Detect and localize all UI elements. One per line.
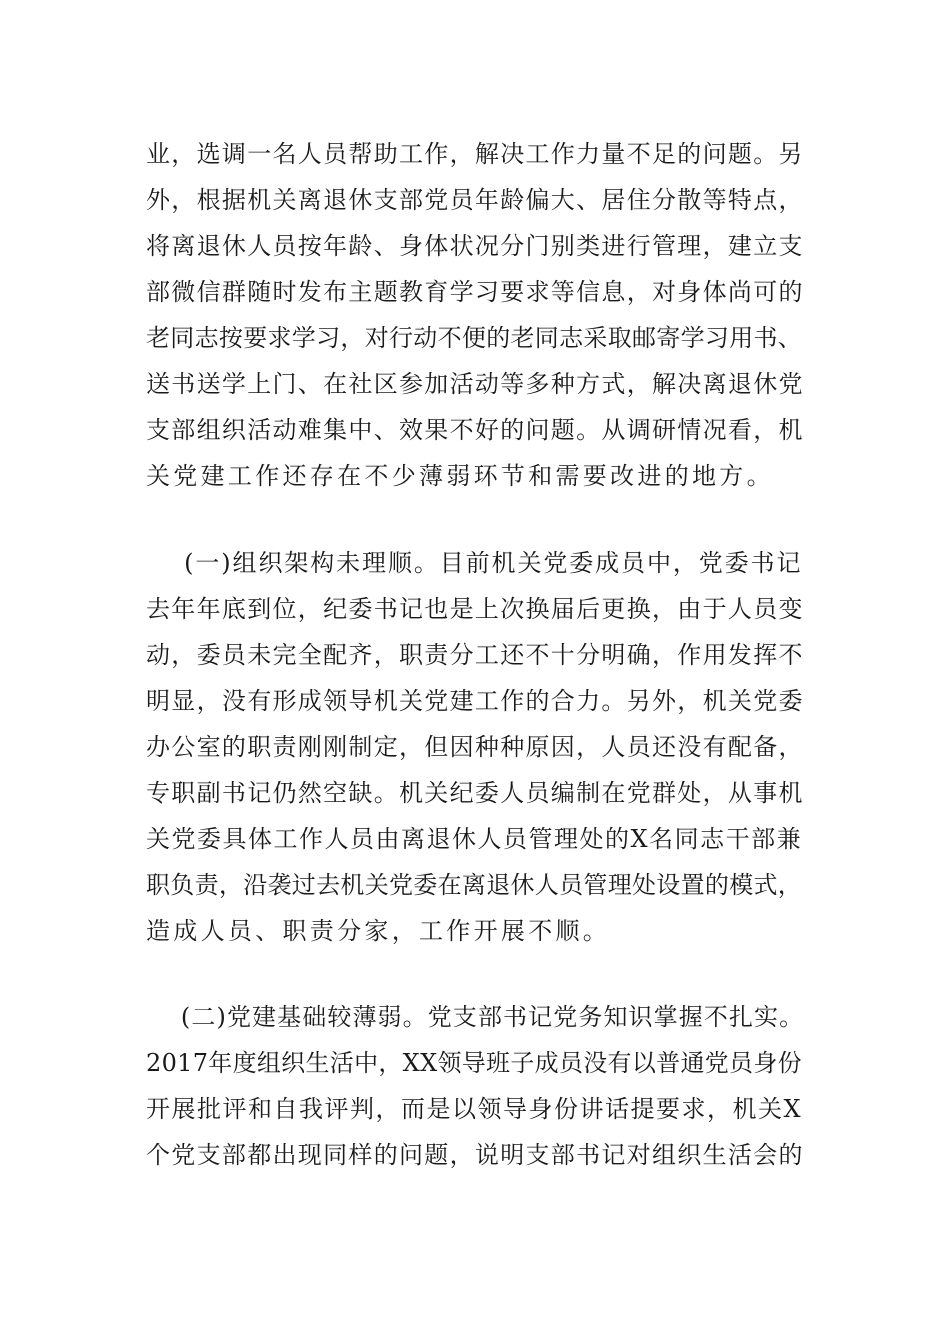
text-line: 个党支部都出现同样的问题，说明支部书记对组织生活会的 [146,1141,804,1169]
paragraph-3 [146,994,806,1178]
text-line: 专职副书记仍然空缺。机关纪委人员编制在党群处，从事机 [146,779,804,807]
text-line: 办公室的职责刚刚制定，但因种种原因，人员还没有配备， [146,733,804,761]
text-line: 老同志按要求学习，对行动不便的老同志采取邮寄学习用书、 [146,324,803,352]
text-line: 部微信群随时发布主题教育学习要求等信息，对身体尚可的 [146,278,804,306]
paragraph-1 [146,131,806,499]
text-line: 去年年底到位，纪委书记也是上次换届后更换，由于人员变 [146,595,804,623]
paragraph-2 [146,540,806,954]
text-line: 明显，没有形成领导机关党建工作的合力。另外，机关党委 [146,687,804,715]
text-line: 送书送学上门、在社区参加活动等多种方式，解决离退休党 [146,370,804,398]
text-line: 关党委具体工作人员由离退休人员管理处的X名同志干部兼 [146,825,803,853]
text-line: 关党建工作还存在不少薄弱环节和需要改进的地方。 [146,462,774,490]
text-line: 2017年度组织生活中，XX领导班子成员没有以普通党员身份 [146,1049,802,1077]
text-line: 业，选调一名人员帮助工作，解决工作力量不足的问题。另 [146,140,804,168]
text-line: 将离退休人员按年龄、身体状况分门别类进行管理，建立支 [146,232,804,260]
text-line: (一)组织架构未理顺。目前机关党委成员中，党委书记 [146,549,803,577]
text-line: 造成人员、职责分家，工作开展不顺。 [146,917,611,945]
text-line: 开展批评和自我评判，而是以领导身份讲话提要求，机关X [146,1095,803,1123]
text-line: 外，根据机关离退休支部党员年龄偏大、居住分散等特点， [146,186,804,214]
text-line: (二)党建基础较薄弱。党支部书记党务知识掌握不扎实。 [146,1003,805,1031]
text-line: 动，委员未完全配齐，职责分工还不十分明确，作用发挥不 [146,641,804,669]
text-line: 职负责，沿袭过去机关党委在离退休人员管理处设置的模式， [146,871,803,899]
text-line: 支部组织活动难集中、效果不好的问题。从调研情况看，机 [146,416,804,444]
